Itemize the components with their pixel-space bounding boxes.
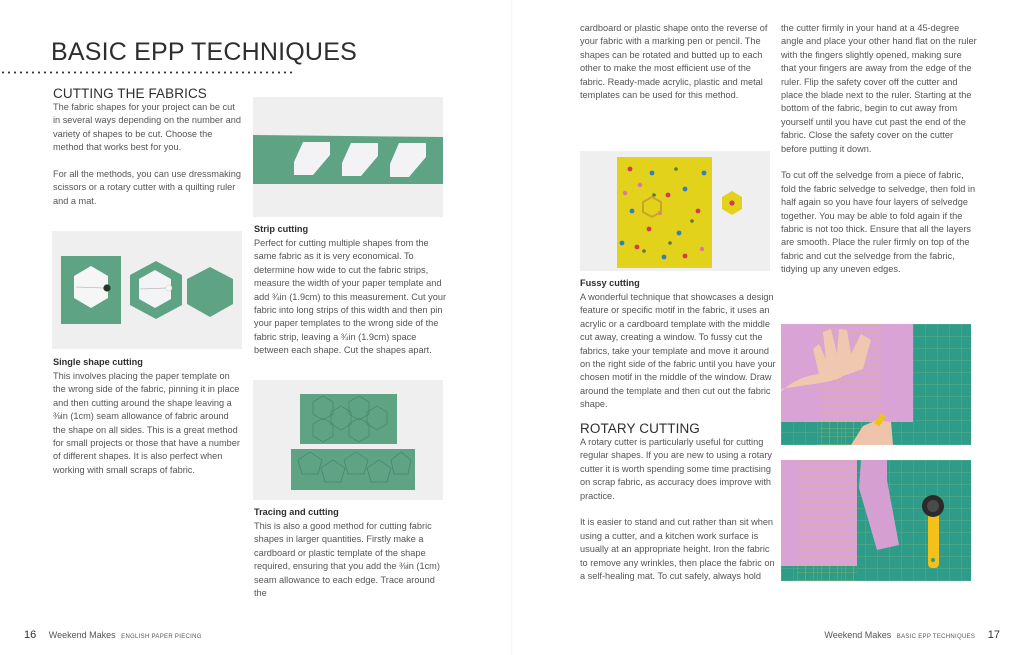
single-shape-photo bbox=[52, 231, 242, 349]
strip-cutting-text bbox=[254, 237, 450, 358]
tracing-photo bbox=[253, 380, 443, 500]
tracing-heading: Tracing and cutting bbox=[254, 507, 339, 517]
strip-cutting-heading: Strip cutting bbox=[254, 224, 309, 234]
strip-cutting-paragraph: Perfect for cutting multiple shapes from the same fabric as it is very economical. To determine how wide to cut the fabric strips, measure the width of your paper template and add ¾in (1.9cm) to this measurement. Cut your fabric into long strips of this width and then pin your paper templates to the wrong side of the fabric strip, leaving a ¾in (1.9cm) space between each shape. Cut the shapes apart. bbox=[254, 238, 446, 356]
section-heading-cutting: CUTTING THE FABRICS bbox=[53, 86, 207, 101]
left-footer bbox=[24, 629, 202, 641]
book-title-right: Weekend Makes bbox=[824, 630, 892, 640]
fussy-cutting-heading: Fussy cutting bbox=[580, 278, 640, 288]
page-gutter bbox=[511, 0, 513, 655]
selvedge-paragraph: To cut off the selvedge from a piece of fabric, fold the fabric selvedge to selvedge, then fold in half again so you have four layers of selvedge together. You may be able to fold again if the fabric is not too thick. Ensure that all the layers are smooth. Place the ruler firmly on top of the fabric and cut the selvedge from the fabric, tidying up any uneven edges. bbox=[781, 170, 976, 275]
tracing-paragraph: This is also a good method for cutting fabric shapes in larger quantities. Firstly make a cardboard or plastic template of the shape required, ensuring that you add the ⅜in (1cm) seam allowance to each edge. Trace around the bbox=[254, 521, 440, 599]
single-shape-heading: Single shape cutting bbox=[53, 357, 143, 367]
dotted-rule bbox=[0, 71, 296, 74]
tracing-continued-paragraph: cardboard or plastic shape onto the reverse of your fabric with a marking pen or pencil. The shapes can be rotated and butted up to each other to make the most efficient use of the fabric. Ready-made acrylic, plastic and metal templates can be used for this method. bbox=[580, 23, 768, 101]
rotary-cutting-photo-2 bbox=[781, 460, 971, 581]
running-section-right: BASIC EPP TECHNIQUES bbox=[896, 634, 976, 640]
page-title: BASIC EPP TECHNIQUES bbox=[51, 38, 357, 66]
section-heading-rotary: ROTARY CUTTING bbox=[580, 421, 700, 436]
tracing-text bbox=[254, 520, 450, 600]
book-title-left: Weekend Makes bbox=[48, 630, 116, 640]
rotary-paragraph: A rotary cutter is particularly useful for cutting regular shapes. If you are new to using a rotary cutter it is worth spending some time practising on scrap fabric, as accuracy does improve with practice. bbox=[580, 437, 773, 501]
rotary-continued-paragraph: the cutter firmly in your hand at a 45-degree angle and place your other hand flat on the ruler with the fingers slightly opened, making sure that your fingers are away from the edge of the ruler. Flip the safety cover off the cutter and place the blade next to the ruler. Starting at the bottom of the fabric, begin to cut away from yourself until you have cut past the end of the fabric. Close the safety cover on the cutter before putting it down. bbox=[781, 23, 977, 154]
strip-cutting-photo bbox=[253, 97, 443, 217]
intro-text bbox=[53, 101, 241, 208]
page-number-left: 16 bbox=[24, 629, 37, 641]
rotary-continued-text bbox=[781, 22, 979, 277]
rotary-text bbox=[580, 436, 778, 583]
intro-paragraph: For all the methods, you can use dressmaking scissors or a rotary cutter with a quilting ruler and a mat. bbox=[53, 169, 241, 206]
right-footer bbox=[824, 629, 1000, 641]
rotary-cutting-photo-1 bbox=[781, 324, 971, 445]
rotary-paragraph: It is easier to stand and cut rather than sit when using a cutter, and a kitchen work surface is usually at an appropriate height. Iron the fabric to remove any wrinkles, then place the fabric on a self-healing mat. To cut safely, always hold bbox=[580, 517, 775, 582]
page-number-right: 17 bbox=[987, 629, 1000, 641]
single-shape-paragraph: This involves placing the paper template on the wrong side of the fabric, pinning it in place and then cutting around the shape leaving a ⅜in (1cm) seam allowance of fabric around the shape on all sides. This is a great method for small projects or those that have a number of different shapes. It is also perfect when working with small scraps of fabric. bbox=[53, 371, 240, 475]
single-shape-text bbox=[53, 370, 241, 477]
intro-paragraph: The fabric shapes for your project can be cut in several ways depending on the number and variety of shapes to be cut. Choose the method that works best for you. bbox=[53, 102, 241, 153]
fussy-cutting-text bbox=[580, 291, 778, 412]
fussy-cutting-photo bbox=[580, 151, 770, 271]
fussy-cutting-paragraph: A wonderful technique that showcases a design feature or specific motif in the fabric, it uses an acrylic or a cardboard template with the middle cut away, creating a window. To fussy cut the fabrics, take your template and move it around on the right side of the fabric until you have your chosen motif in the middle of the window. Draw around the template and then cut out the fabric shape. bbox=[580, 292, 776, 410]
tracing-continued-text bbox=[580, 22, 776, 102]
running-section-left: ENGLISH PAPER PIECING bbox=[121, 634, 202, 640]
